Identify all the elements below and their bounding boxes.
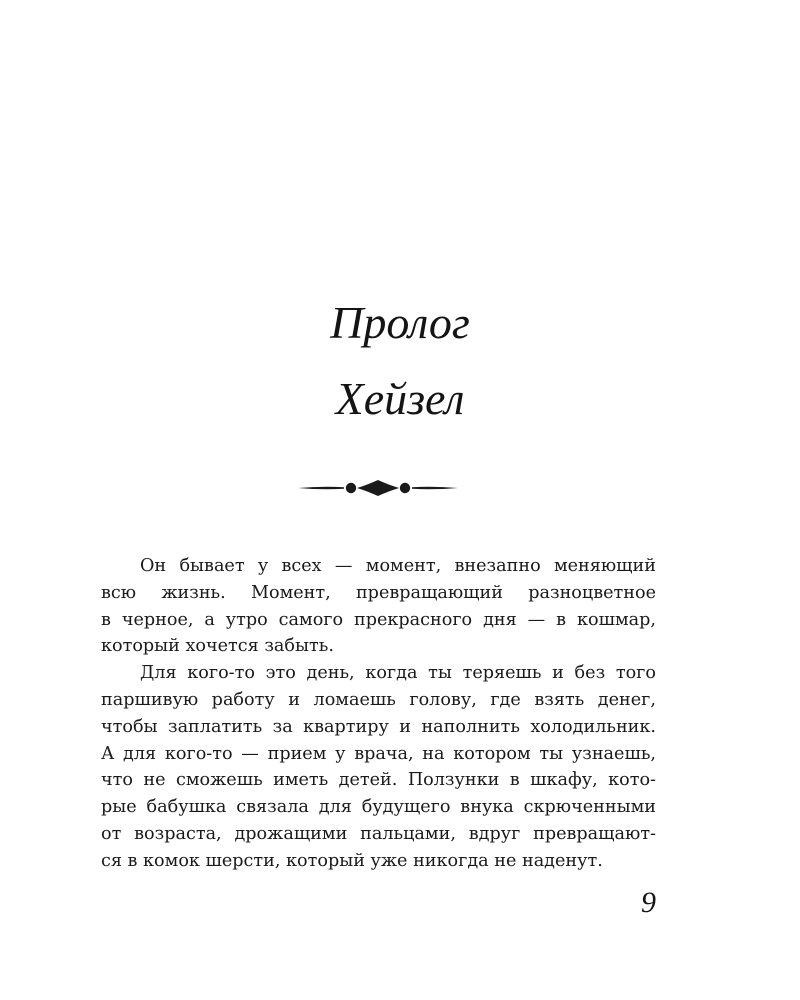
text-line: что не сможешь иметь детей. Ползунки в шкафу, кото- [101, 770, 656, 791]
text-line: рые бабушка связала для будущего внука скрюченными [101, 797, 656, 818]
body-text [101, 553, 656, 875]
chapter-title: Пролог [330, 297, 470, 348]
text-line: ся в комок шерсти, который уже никогда не наденут. [101, 850, 603, 871]
text-line: А для кого-то — прием у врача, на котором ты узнаешь, [101, 743, 656, 764]
text-line: Для кого-то это день, когда ты теряешь и без того [140, 663, 656, 684]
flourish-divider-icon [296, 476, 460, 500]
text-line: в черное, а утро самого прекрасного дня — в кошмар, [101, 609, 656, 630]
page-number: 9 [641, 886, 656, 919]
text-line: паршивую работу и ломаешь голову, где взять денег, [101, 689, 656, 710]
text-line: Он бывает у всех — момент, внезапно меняющий [140, 556, 656, 576]
text-line: всю жизнь. Момент, превращающий разноцветное [101, 582, 656, 603]
text-line: который хочется забыть. [101, 636, 334, 657]
narrator-name: Хейзел [335, 373, 465, 424]
text-line: от возраста, дрожащими пальцами, вдруг превращают- [101, 823, 656, 844]
text-line: чтобы заплатить за квартиру и наполнить холодильник. [101, 716, 656, 737]
